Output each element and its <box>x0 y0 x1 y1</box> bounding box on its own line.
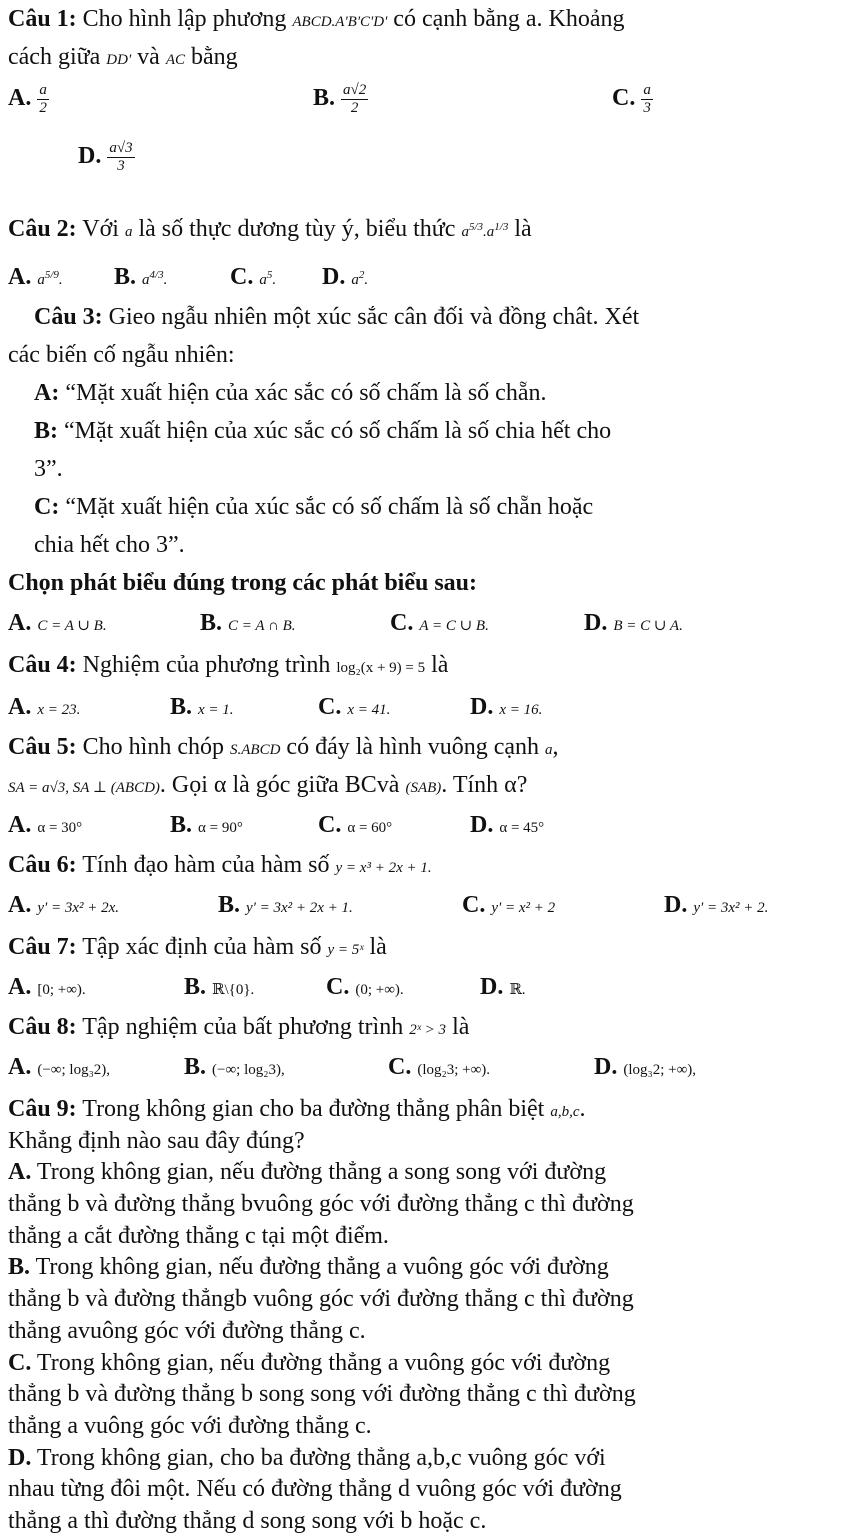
q6-opt-d-text: y' = 3x² + 2. <box>693 900 769 916</box>
q1-text2: có cạnh bằng a. Khoảng <box>393 6 625 32</box>
q4-opt-b-label: B. <box>170 694 193 720</box>
q7-text1: Tập xác định của hàm số <box>82 934 322 960</box>
q5-var: a <box>545 742 553 758</box>
q9-opt-b-text3: thẳng avuông góc với đường thẳng c. <box>8 1318 366 1344</box>
q1-opt-c-label: C. <box>612 85 636 112</box>
q3-label: Câu 3: <box>34 304 103 330</box>
q1-cube: ABCD.A'B'C'D' <box>292 14 388 30</box>
q5-pyramid: S.ABCD <box>230 742 281 758</box>
q1-opt-d-label: D. <box>78 143 102 170</box>
q7-opt-d-text: ℝ. <box>509 982 526 998</box>
q5-opt-a-text: α = 30° <box>37 820 83 836</box>
q4-text2: là <box>431 652 449 678</box>
q1-label: Câu 1: <box>8 6 77 32</box>
q9-option-d-line1 <box>8 1443 606 1473</box>
q1-a-den: 2 <box>39 100 47 116</box>
q8-text1: Tập nghiệm của bất phương trình <box>82 1014 404 1040</box>
q9-opt-b-label: B. <box>8 1254 31 1280</box>
q2-option-a: A. $a^{5/9}$. <box>8 264 63 290</box>
q2-option-d: D. $a^2$. <box>322 264 369 290</box>
q1-d-num: a√3 <box>109 140 133 156</box>
q8-inequality: 2ˣ > 3 <box>409 1022 447 1038</box>
q2-expr: $a^{5/3}.a^{1/3}$ <box>461 221 509 240</box>
q9-opt-b-text2: thẳng b và đường thẳngb vuông góc với đường thẳng c thì đường <box>8 1286 634 1312</box>
q1-b-den: 2 <box>350 100 359 116</box>
q6-opt-d-label: D. <box>664 892 688 918</box>
q7-label: Câu 7: <box>8 934 77 960</box>
q9-dot: . <box>579 1096 586 1122</box>
q7-option-d <box>480 972 526 1005</box>
q2-stem <box>8 212 532 247</box>
q3-event-c-line1 <box>34 492 593 522</box>
q9-opt-b-text1: Trong không gian, nếu đường thẳng a vuông góc với đường <box>35 1254 609 1280</box>
q8-option-b <box>184 1052 285 1085</box>
q8-opt-c-label: C. <box>388 1054 412 1080</box>
q6-opt-a-label: A. <box>8 892 32 918</box>
q7-option-b <box>184 972 254 1005</box>
q2-opt-b-label: B. <box>114 264 137 290</box>
q1-a-num: a <box>39 82 47 98</box>
q6-opt-b-label: B. <box>218 892 241 918</box>
q1-option-a <box>8 82 49 122</box>
q8-opt-a-label: A. <box>8 1054 32 1080</box>
q9-opt-a-text1: Trong không gian, nếu đường thẳng a song song với đường <box>36 1159 607 1185</box>
q7-opt-c-label: C. <box>326 974 350 1000</box>
q9-opt-d-text1: Trong không gian, cho ba đường thẳng a,b,c vuông góc với <box>36 1445 606 1471</box>
q9-text1: Trong không gian cho ba đường thẳng phân biệt <box>82 1096 545 1122</box>
q8-option-a <box>8 1052 110 1085</box>
q6-opt-c-label: C. <box>462 892 486 918</box>
q3-opt-d-label: D. <box>584 610 608 636</box>
q7-option-c <box>326 972 404 1005</box>
q9-label: Câu 9: <box>8 1096 77 1122</box>
q5-opt-b-text: α = 90° <box>198 820 243 836</box>
q5-option-c <box>318 810 392 843</box>
q7-opt-c-text: (0; +∞). <box>355 982 404 998</box>
q3-text2: các biến cố ngẫu nhiên: <box>8 342 235 368</box>
q3-event-a-text: “Mặt xuất hiện của xác sắc có số chấm là số chẵn. <box>65 380 547 406</box>
q1-dd: DD' <box>106 52 132 68</box>
q2-expr-base2: a <box>486 224 495 240</box>
q2-expr-exp1: 5/3 <box>468 221 484 233</box>
q5-opt-b-label: B. <box>170 812 193 838</box>
q3-event-c-text1: “Mặt xuất hiện của xúc sắc có số chấm là số chẵn hoặc <box>65 494 594 520</box>
q5-opt-d-text: α = 45° <box>499 820 545 836</box>
q3-event-b-text2: 3”. <box>34 456 63 482</box>
q8-text2: là <box>452 1014 470 1040</box>
q1-opt-a-label: A. <box>8 85 32 112</box>
q6-opt-c-text: y' = x² + 2 <box>491 900 556 916</box>
q2-opt-c-label: C. <box>230 264 254 290</box>
q9-stem-line1 <box>8 1094 586 1127</box>
q3-opt-b-text: C = A ∩ B. <box>228 618 296 634</box>
q6-label: Câu 6: <box>8 852 77 878</box>
q2-a-base: a <box>37 272 45 288</box>
q2-opt-a-label: A. <box>8 264 32 290</box>
q6-option-c <box>462 890 555 923</box>
q4-label: Câu 4: <box>8 652 77 678</box>
q2-a-exp: 5/9 <box>44 269 59 281</box>
q1-ac: AC <box>165 52 185 68</box>
q7-opt-a-label: A. <box>8 974 32 1000</box>
q4-opt-d-text: x = 16. <box>499 702 543 718</box>
q3-stem-line1 <box>34 302 639 332</box>
q5-text3: . Gọi α là góc giữa BCvà <box>159 772 400 798</box>
q5-text4: . Tính α? <box>441 772 528 798</box>
q8-stem <box>8 1012 469 1045</box>
q5-comma: , <box>552 734 559 760</box>
q7-opt-d-label: D. <box>480 974 504 1000</box>
q4-opt-c-text: x = 41. <box>347 702 391 718</box>
q5-opt-c-label: C. <box>318 812 342 838</box>
q9-opt-c-text1: Trong không gian, nếu đường thẳng a vuông góc với đường <box>36 1350 611 1376</box>
q4-text1: Nghiệm của phương trình <box>82 652 331 678</box>
q7-stem <box>8 932 387 965</box>
q3-opt-a-label: A. <box>8 610 32 636</box>
q3-option-a <box>8 608 107 641</box>
q9-opt-a-text2: thẳng b và đường thẳng bvuông góc với đường thẳng c thì đường <box>8 1191 634 1217</box>
q3-option-b <box>200 608 296 641</box>
q9-opt-a-label: A. <box>8 1159 32 1185</box>
q5-stem-line2 <box>8 770 527 803</box>
q6-stem <box>8 850 432 883</box>
q3-opt-d-text: B = C ∪ A. <box>613 618 683 634</box>
q5-plane: (SAB) <box>405 780 442 796</box>
q6-option-d <box>664 890 768 923</box>
q2-b-base: a <box>142 272 150 288</box>
q5-opt-d-label: D. <box>470 812 494 838</box>
q4-opt-b-text: x = 1. <box>198 702 234 718</box>
q1-stem-line1 <box>8 4 625 37</box>
q4-option-d <box>470 692 542 725</box>
q1-bang: bằng <box>191 44 238 70</box>
q1-va: và <box>137 44 160 70</box>
q5-condition: SA = a√3, SA ⊥ (ABCD) <box>8 780 160 796</box>
q7-opt-a-text: [0; +∞). <box>37 982 86 998</box>
q2-expr-exp2: 1/3 <box>494 221 509 233</box>
q8-opt-b-label: B. <box>184 1054 207 1080</box>
q2-c-base: a <box>259 272 267 288</box>
q2-option-b: B. $a^{4/3}$. <box>114 264 168 290</box>
q1-opt-c-frac <box>641 82 653 117</box>
q5-text2: có đáy là hình vuông cạnh <box>286 734 540 760</box>
q3-event-b-text1: “Mặt xuất hiện của xúc sắc có số chấm là số chia hết cho <box>64 418 612 444</box>
q3-prompt: Chọn phát biểu đúng trong các phát biểu sau: <box>8 570 478 596</box>
q9-opt-d-text2: nhau từng đôi một. Nếu có đường thẳng d vuông góc với đường <box>8 1476 622 1502</box>
q6-text1: Tính đạo hàm của hàm số <box>82 852 330 878</box>
q8-opt-a-text: (−∞; log₃2), <box>37 1062 111 1078</box>
q1-d-den: 3 <box>117 158 125 174</box>
q1-c-den: 3 <box>643 100 651 116</box>
q1-opt-d-frac <box>107 140 134 175</box>
q5-option-d <box>470 810 544 843</box>
q2-d-base: a <box>351 272 359 288</box>
q1-stem-line2 <box>8 42 238 75</box>
q6-option-a <box>8 890 119 923</box>
q9-opt-d-label: D. <box>8 1445 32 1471</box>
q2-d-exp: 2 <box>358 269 365 281</box>
q1-text1: Cho hình lập phương <box>82 6 287 32</box>
q9-opt-c-text2: thẳng b và đường thẳng b song song với đường thẳng c thì đường <box>8 1381 636 1407</box>
q1-opt-b-label: B. <box>313 85 336 112</box>
q9-option-b-line1 <box>8 1252 609 1282</box>
q8-opt-b-text: (−∞; log₂3), <box>212 1062 285 1078</box>
q2-option-c: C. $a^5$. <box>230 264 277 290</box>
q2-c-exp: 5 <box>266 269 273 281</box>
q4-equation: log₂(x + 9) = 5 <box>336 660 426 676</box>
q3-text1: Gieo ngẫu nhiên một xúc sắc cân đối và đồng chât. Xét <box>108 304 640 330</box>
q7-option-a <box>8 972 86 1005</box>
q9-option-c-line1 <box>8 1348 610 1378</box>
q9-opt-c-label: C. <box>8 1350 32 1376</box>
q3-opt-c-text: A = C ∪ B. <box>419 618 489 634</box>
q3-opt-a-text: C = A ∪ B. <box>37 618 107 634</box>
q5-text1: Cho hình chóp <box>82 734 224 760</box>
q8-opt-d-text: (log₃2; +∞), <box>623 1062 697 1078</box>
q5-label: Câu 5: <box>8 734 77 760</box>
q1-b-num: a√2 <box>343 82 367 98</box>
q9-opt-c-text3: thẳng a vuông góc với đường thẳng c. <box>8 1413 372 1439</box>
q1-option-b <box>313 82 368 117</box>
q1-option-d <box>78 140 135 175</box>
q2-label: Câu 2: <box>8 216 77 242</box>
q1-text3: cách giữa <box>8 44 101 70</box>
q3-option-c <box>390 608 489 641</box>
q9-opt-d-text3: thẳng a thì đường thẳng d song song với b hoặc c. <box>8 1508 487 1534</box>
q3-event-a <box>34 378 546 408</box>
q1-opt-a-frac <box>37 82 49 117</box>
q4-option-c <box>318 692 390 725</box>
q3-event-b-label: B: <box>34 418 58 444</box>
q2-text1: Với <box>82 216 119 242</box>
q9-option-a-line1 <box>8 1157 606 1187</box>
q9-opt-a-text3: thẳng a cắt đường thẳng c tại một điểm. <box>8 1223 389 1249</box>
q8-option-d <box>594 1052 696 1085</box>
q4-option-a <box>8 692 80 725</box>
q4-opt-a-text: x = 23. <box>37 702 81 718</box>
q1-option-c <box>612 82 653 117</box>
q3-opt-c-label: C. <box>390 610 414 636</box>
q8-label: Câu 8: <box>8 1014 77 1040</box>
q8-option-c <box>388 1052 490 1085</box>
q5-stem-line1 <box>8 732 559 765</box>
q4-stem <box>8 650 448 683</box>
q6-opt-b-text: y' = 3x² + 2x + 1. <box>246 900 353 916</box>
q5-opt-a-label: A. <box>8 812 32 838</box>
q2-text2: là số thực dương tùy ý, biểu thức <box>138 216 456 242</box>
q2-text3: là <box>514 216 532 242</box>
q6-opt-a-text: y' = 3x² + 2x. <box>37 900 120 916</box>
q3-option-d <box>584 608 683 641</box>
q2-var: a <box>124 224 133 240</box>
q6-function: y = x³ + 2x + 1. <box>335 860 432 876</box>
q9-text2: Khẳng định nào sau đây đúng? <box>8 1128 305 1154</box>
q3-event-c-text2: chia hết cho 3”. <box>34 532 185 558</box>
q7-text2: là <box>369 934 387 960</box>
q9-vars: a,b,c <box>550 1104 580 1120</box>
q4-option-b <box>170 692 234 725</box>
q4-opt-a-label: A. <box>8 694 32 720</box>
q8-opt-d-label: D. <box>594 1054 618 1080</box>
q1-c-num: a <box>643 82 651 98</box>
q2-b-exp: 4/3 <box>149 269 164 281</box>
q5-option-b <box>170 810 243 843</box>
q3-event-c-label: C: <box>34 494 60 520</box>
q2-expr-base1: a <box>461 224 469 240</box>
q7-opt-b-label: B. <box>184 974 207 1000</box>
q4-opt-d-label: D. <box>470 694 494 720</box>
q5-option-a <box>8 810 82 843</box>
q3-event-b-line1 <box>34 416 611 446</box>
q5-opt-c-text: α = 60° <box>347 820 393 836</box>
q2-opt-d-label: D. <box>322 264 346 290</box>
q8-opt-c-text: (log₂3; +∞). <box>417 1062 491 1078</box>
q4-opt-c-label: C. <box>318 694 342 720</box>
q1-opt-b-frac <box>341 82 368 117</box>
q7-opt-b-text: ℝ\{0}. <box>212 982 255 998</box>
q3-event-a-label: A: <box>34 380 60 406</box>
q7-function: y = 5ˣ <box>327 942 364 958</box>
q3-opt-b-label: B. <box>200 610 223 636</box>
q6-option-b <box>218 890 353 923</box>
